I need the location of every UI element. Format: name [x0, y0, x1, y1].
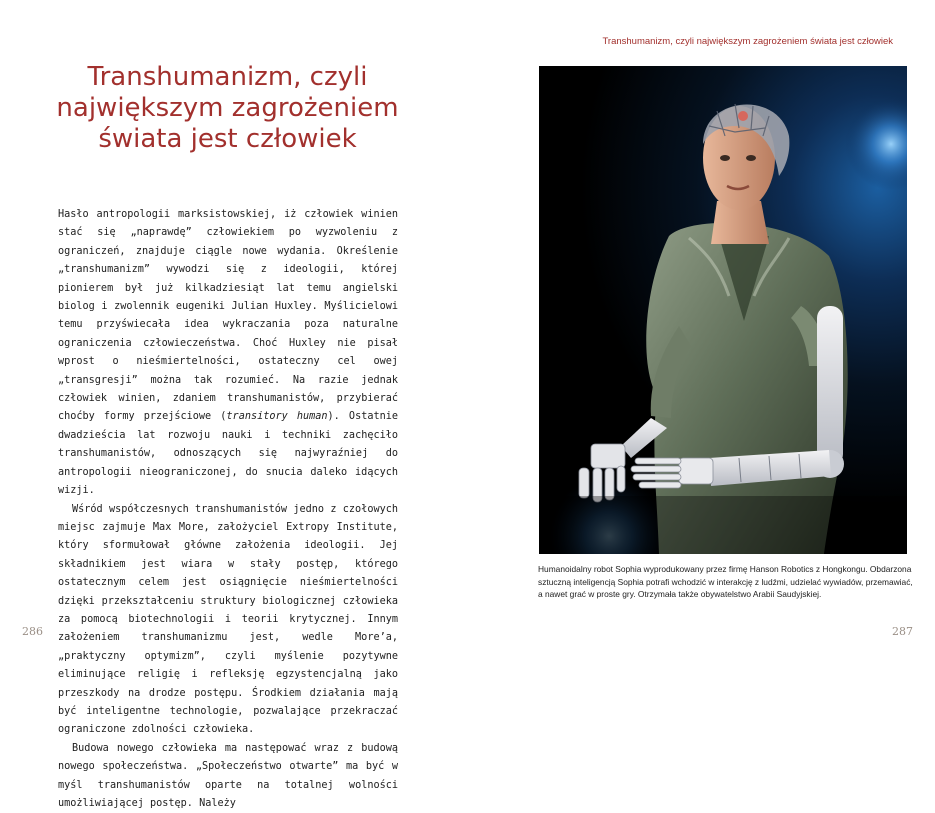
page-number-left: 286 — [22, 625, 43, 638]
robot-sophia-photo — [539, 66, 907, 554]
left-page — [0, 0, 467, 809]
paragraph-3: Budowa nowego człowieka ma następować wraz z budową nowego społeczeństwa. „Społeczeństwo otwarte” ma być w myśl transhumanistów oparte na totalnej wolności umożliwiającej postęp. Należy — [58, 742, 398, 809]
chapter-title: Transhumanizm, czyli największym zagrożeniem świata jest człowiek — [56, 62, 399, 154]
paragraph-2: Wśród współczesnych transhumanistów jedno z czołowych miejsc zajmuje Max More, założyciel Extropy Institute, który sformułował główne założenia ideologii. Jej składnikiem jest wiara w stały postęp, którego ostatecznym celem jest osiągnięcie nieśmiertelności dzięki przekształceniu struktury biologicznej człowieka za pomocą biotechnologii i teorii krytycznej. Innym założeniem transhumanizmu jest, wedle More’a, „praktyczny optymizm”, czyli myślenie pozytywne eliminujące religię i refleksję egzystencjalną jako przeszkody na drodze postępu. Środkiem działania mają być inteligentne technologie, pozwalające przekraczać ograniczone zdolności człowieka. — [58, 503, 398, 736]
running-head: Transhumanizm, czyli największym zagrożeniem świata jest człowiek — [602, 36, 893, 47]
page-number-right: 287 — [892, 625, 913, 638]
photo-caption: Humanoidalny robot Sophia wyprodukowany przez firmę Hanson Robotics z Hongkongu. Obdarzona sztuczną inteligencją Sophia potrafi wchodzić w interakcję z ludźmi, udzielać wywiadów, przemawiać, a nawet grać w proste gry. Otrzymała także obywatelstwo Arabii Saudyjskiej. — [538, 564, 913, 600]
emphasis-transitory-human: transitory human — [226, 411, 328, 423]
robot-illustration — [539, 66, 907, 554]
body-text — [58, 206, 398, 813]
paragraph-1: Hasło antropologii marksistowskiej, iż człowiek winien stać się „naprawdę” człowiekiem po wyzwoleniu z ograniczeń, znajduje ciągle nowe wydania. Określenie „transhumanizm” wywodzi się z ideologii, której pionierem był już kilkadziesiąt lat temu angielski biolog i zwolennik eugeniki Julian Huxley. Myślicielowi temu przyświecała idea wykraczania poza naturalne ograniczenia człowieczeństwa. Choć Huxley nie pisał wprost o nieśmiertelności, ostateczny cel owej „transgresji” można tak rozumieć. Na razie jednak człowiek winien, zdaniem transhumanistów, przybierać choćby formy przejściowe (transitory human). Ostatnie dwadzieścia lat rozwoju nauki i techniki zachęciło transhumanistów, odnoszących się najwyraźniej do antropologii nieograniczonej, do snucia daleko idących wizji. — [58, 209, 398, 497]
right-page — [467, 0, 935, 666]
